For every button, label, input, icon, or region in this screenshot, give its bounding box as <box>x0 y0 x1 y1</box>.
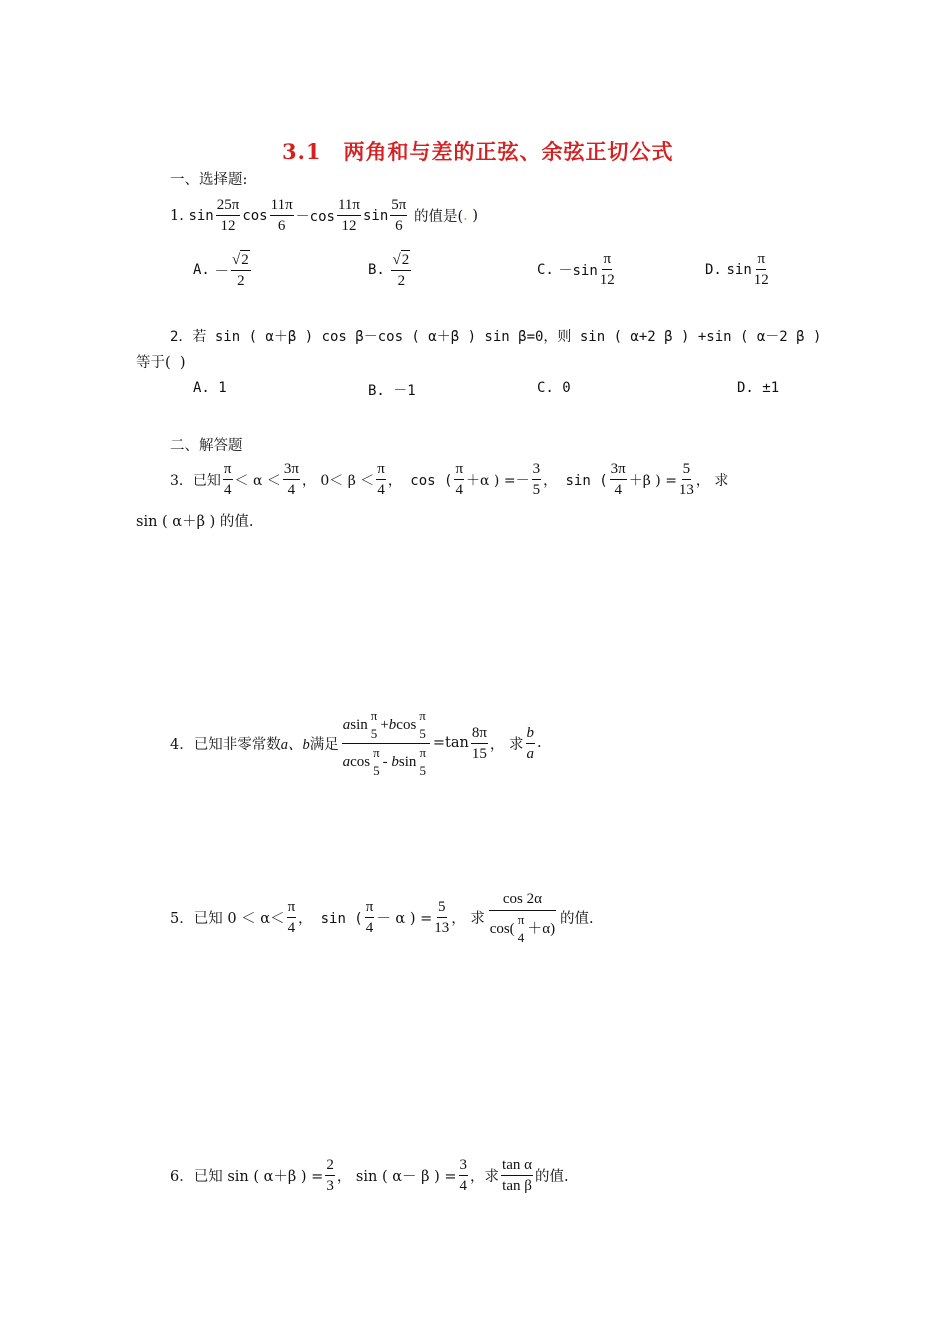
q1-number: 1. <box>170 207 184 224</box>
q1-minus-cos: －cos <box>295 208 335 225</box>
q1-cos: cos <box>242 207 268 224</box>
question-3: 3．已知 $\frac{\pi}{4}$ ＜ α ＜ $\frac{3\pi}{4}$ ， 0＜ β ＜ $\frac{\pi}{4}$ ， cos ( $\frac{\pi}{4}$ ＋α ) =－ $\frac{3}{5}$ ， sin ( $\frac{3\pi}{4}$ ＋β ) = $\frac{5}{13}$ ， 求 <box>170 461 729 498</box>
q1-option-d: D. sin $\frac{\pi}{12}$ <box>705 251 769 288</box>
q1-fraction-4: $\frac{5\pi}{6}$ <box>391 197 407 234</box>
q1-close: ) <box>472 207 479 224</box>
question-3-line2: sin ( α＋β ) 的值. <box>136 514 254 530</box>
question-2-line2: 等于( ) <box>136 355 186 371</box>
q1-option-b: B. $\frac{√2}{2}$ <box>368 252 410 289</box>
q2-option-b: B. －1 <box>368 383 416 399</box>
question-4: 4．已知非零常数 a、b 满足 a sin π 5 + b cos π 5 a cos π 5 - b sin π 5 =tan $\frac{8\pi}{15}$ ， 求 $\frac{b}{a}$ . <box>170 708 542 778</box>
question-2: 2．若 sin ( α＋β ) cos β－cos ( α＋β ) sin β=0，则 sin ( α+2 β ) +sin ( α－2 β ) <box>170 329 822 345</box>
question-1 <box>170 196 478 235</box>
q1-option-a: A. － $\frac{√2}{2}$ <box>193 252 249 289</box>
q1-tail: 的值是( <box>413 209 464 225</box>
answer-blank-dot: . <box>463 207 468 224</box>
question-5: 5．已知 0 ＜ α＜ $\frac{\pi}{4}$ ， sin ( $\frac{\pi}{4}$ － α ) = $\frac{5}{13}$ ， 求 cos 2α cos( π 4 ＋α) 的值. <box>170 891 594 945</box>
q1-option-c: C. －sin $\frac{\pi}{12}$ <box>537 251 615 288</box>
q2-option-d: D. ±1 <box>737 380 780 396</box>
page-title: 3.1 两角和与差的正弦、余弦正切公式 <box>282 139 674 164</box>
q2-option-c: C. 0 <box>537 380 571 396</box>
q1-fraction-1: $\frac{25\pi}{12}$ <box>216 197 240 234</box>
q1-fraction-2: $\frac{11\pi}{6}$ <box>270 197 293 234</box>
section-heading-choice: 一、选择题: <box>170 172 248 188</box>
q1-sin: sin <box>188 207 214 224</box>
section-heading-solution: 二、解答题 <box>170 438 243 454</box>
question-6: 6．已知 sin ( α＋β ) = $\frac{2}{3}$ ， sin ( α－ β ) = $\frac{3}{4}$ ，求 $\frac{\text{tan α}}{\text{tan β}}$ 的值. <box>170 1157 569 1194</box>
q1-fraction-3: $\frac{11\pi}{12}$ <box>337 197 360 234</box>
q2-option-a: A. 1 <box>193 380 227 396</box>
q1-sin-2: sin <box>362 207 389 224</box>
